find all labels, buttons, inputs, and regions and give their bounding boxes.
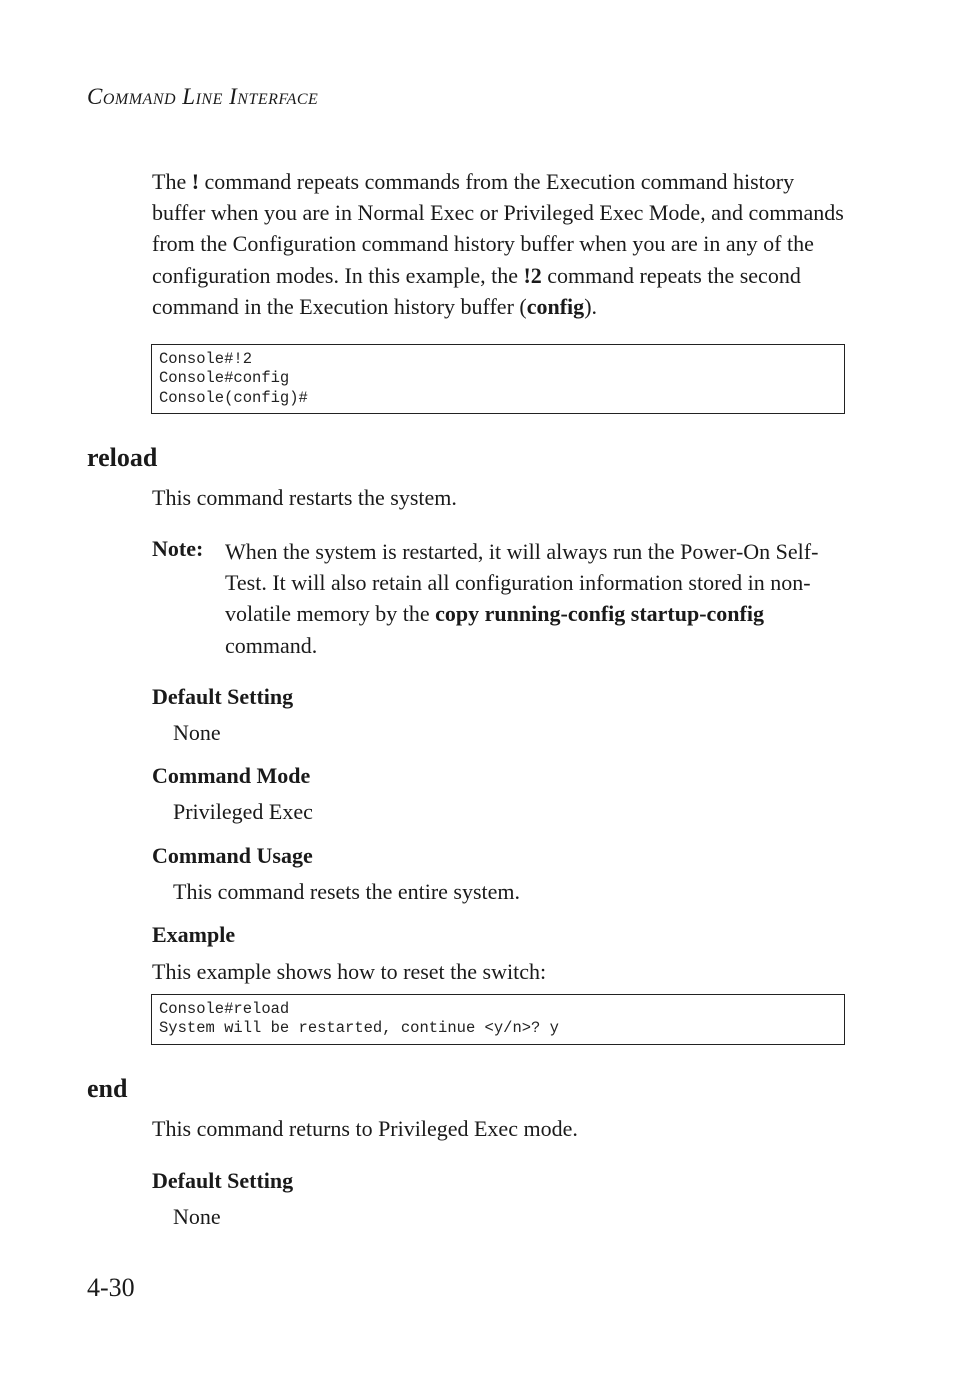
- reload-command-usage-value: This command resets the entire system.: [173, 879, 521, 904]
- reload-example-heading: Example: [152, 922, 236, 947]
- code-example-reload: [151, 994, 845, 1045]
- code-line: Console(config)#: [159, 388, 308, 407]
- intro-bang-command: !: [191, 169, 200, 194]
- note-text-2: command.: [225, 632, 318, 658]
- intro-paragraph: [152, 166, 852, 322]
- note-body: [225, 536, 850, 661]
- note-label: Note:: [152, 536, 204, 561]
- intro-bang2-command: !2: [523, 262, 542, 288]
- code-line: Console#config: [159, 369, 290, 388]
- code-example-history: [151, 344, 845, 414]
- running-head: Command Line Interface: [87, 84, 319, 109]
- intro-text-2: command repeats commands from the Execution command history buffer when you are in Normal Exec or Privileged Exec Mode, and commands from the Configuration command history buffer when you are in any of the configuration modes. In this example, the: [152, 169, 844, 288]
- reload-command-mode-value: Privileged Exec: [173, 799, 313, 824]
- intro-text-1: The: [152, 169, 192, 194]
- reload-example-intro: This example shows how to reset the switch:: [152, 959, 547, 984]
- intro-config-command: config: [526, 293, 585, 319]
- reload-description: This command restarts the system.: [152, 485, 457, 510]
- note-text-1: When the system is restarted, it will always run the Power-On Self-Test. It will also retain all configuration information stored in non-volatile memory by the: [225, 539, 819, 627]
- reload-default-setting-heading: Default Setting: [152, 684, 294, 709]
- reload-default-setting-value: None: [173, 720, 221, 745]
- end-default-setting-value: None: [173, 1204, 221, 1229]
- code-line: Console#!2: [159, 350, 253, 368]
- intro-text-3: command repeats the second command in the Execution history buffer (: [152, 262, 801, 319]
- reload-command-mode-heading: Command Mode: [152, 763, 311, 788]
- end-heading: end: [87, 1074, 128, 1103]
- end-description: This command returns to Privileged Exec mode.: [152, 1116, 578, 1141]
- intro-text-4: ).: [584, 293, 598, 319]
- reload-heading: reload: [87, 443, 158, 472]
- code-line: System will be restarted, continue <y/n>? y: [159, 1019, 559, 1038]
- note-command: copy running-config startup-config: [435, 601, 764, 627]
- end-default-setting-heading: Default Setting: [152, 1168, 294, 1193]
- reload-command-usage-heading: Command Usage: [152, 843, 313, 868]
- code-line: Console#reload: [159, 1000, 290, 1018]
- page-number: 4-30: [87, 1273, 135, 1302]
